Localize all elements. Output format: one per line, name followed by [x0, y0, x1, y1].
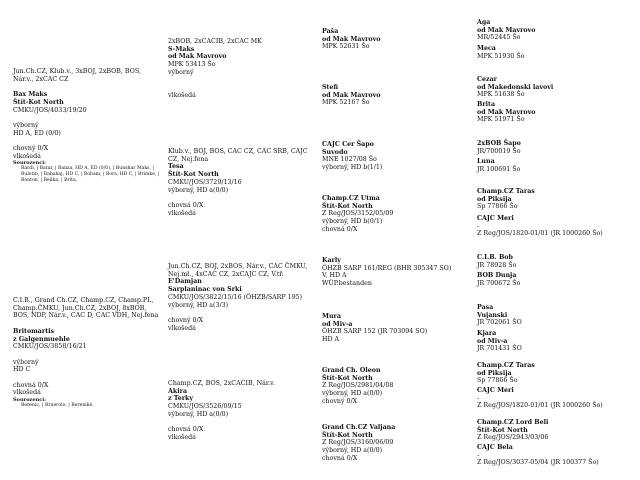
- gen4-11-reg: JR 702061 ŠO: [477, 319, 522, 327]
- gen3-3-name: CAJC Cer Šapo: [322, 141, 374, 148]
- gen4-card-14: [477, 387, 603, 410]
- gen2-4-color: vlkošedá: [168, 433, 196, 441]
- gen3-card-2: [322, 84, 381, 107]
- sire-titles: Jun.Ch.CZ, Klub.v., 3xBOJ, 2xBOB, BOS, Nár.v., 2xCAC CZ: [13, 68, 141, 83]
- gen4-4-name: Brita: [477, 101, 496, 108]
- gen4-card-12: [477, 330, 522, 353]
- sire-name: Bax Maks: [13, 91, 48, 99]
- gen2-2-kennel: Štít-Kot North: [168, 171, 219, 179]
- gen3-5-eval: V, HD A: [322, 272, 347, 280]
- gen2-3-titles-line1: Jun.Ch.CZ, BOJ, 2xBOS, Nár.v., CAC ČMKU,: [168, 263, 308, 270]
- gen4-10-reg: JR 700672 Šo: [477, 279, 521, 287]
- gen4-1-reg: MR/52445 Šo: [477, 34, 521, 42]
- gen4-1-kennel: od Mak Mavrovo: [477, 26, 536, 34]
- gen4-2-reg: MPK 51930 Šo: [477, 52, 525, 60]
- gen3-card-7: [322, 367, 393, 406]
- gen2-4-reg: CMKU/JOS/3526/09/15: [168, 403, 242, 411]
- gen2-2-color: vlkošedá: [168, 209, 196, 217]
- gen2-1-color: vlkošedá: [168, 91, 196, 99]
- gen3-6-name: Mura: [322, 313, 341, 320]
- gen3-2-reg: MPK 52167 Šo: [322, 99, 370, 107]
- gen4-card-5: [477, 140, 521, 155]
- gen4-13-name: Champ.CZ Taras: [477, 362, 535, 369]
- gen4-3-reg: MPK 51638 Šo: [477, 91, 525, 99]
- dam-siblings-label: Sourozenci:: [13, 397, 46, 404]
- gen4-9-reg: JR 78928 Šo: [477, 261, 517, 269]
- gen2-card-3: [168, 263, 307, 332]
- gen2-1-titles: 2xBOB, 2xCACIB, 2xCAC MK: [168, 38, 262, 45]
- dam-kennel: z Galgenmuehle: [13, 335, 70, 343]
- gen3-1-kennel: od Mak Mavrovo: [322, 35, 381, 43]
- gen2-3-breeding: chovný 0/X: [168, 316, 204, 324]
- gen3-7-reg: Z Reg/JOS/2981/04/08: [322, 382, 394, 390]
- gen3-2-kennel: od Mak Mavrovo: [322, 91, 381, 99]
- gen4-card-7: [477, 188, 535, 211]
- gen4-card-11: [477, 304, 522, 327]
- gen2-2-titles: Klub.v., BOJ, BOS, CAC CZ, CAC SRB, CAJC CZ, Nej.fena: [168, 148, 308, 163]
- gen3-card-4: [322, 195, 393, 234]
- gen2-3-kennel: Sarplaninac von Srki: [168, 286, 242, 294]
- gen2-card-1: [168, 38, 262, 100]
- gen4-8-kennel: -: [477, 222, 480, 230]
- gen2-3-titles-line2: Nej.mł., 4xCAC CZ, 2xCAJC CZ, V.tř.: [168, 270, 284, 278]
- dam-color: vlkošedá: [13, 389, 41, 397]
- gen3-card-6: [322, 313, 427, 344]
- gen3-3-reg: MNE 1027/08 Šo: [322, 156, 377, 164]
- gen2-4-breeding: chovná 0/X: [168, 426, 204, 434]
- sire-card: [13, 68, 163, 183]
- gen2-2-eval: výborný, HD a(0/0): [168, 186, 229, 194]
- gen4-11-kennel: Vujanski: [477, 311, 508, 319]
- gen4-12-kennel: od Miv-a: [477, 337, 508, 345]
- gen3-8-kennel: Štít-Kot North: [322, 431, 373, 439]
- gen4-6-name: Luna: [477, 158, 495, 165]
- gen4-card-6: [477, 158, 520, 173]
- gen3-4-reg: Z Reg/JOS/3152/05/09: [322, 210, 394, 218]
- gen4-12-name: Kjara: [477, 330, 497, 337]
- gen4-16-name: CAJC Bela: [477, 444, 513, 451]
- gen2-1-name: S-Maks: [168, 45, 195, 53]
- sire-siblings: Bardi, | Batar, | Banza, HD A, ED (0/0), | Bunshar Maks, | Bulotin, | Babakaj, HD C, | Boham, | Bors, HD C, | Brimke, | Bonton, | Beilka, | Brita,: [21, 166, 160, 183]
- gen4-card-16: [477, 444, 599, 467]
- gen2-2-breeding: chovná 0/X: [168, 201, 204, 209]
- gen4-4-reg: MPK 51971 Šo: [477, 116, 525, 124]
- gen3-3-kennel: Suvodo: [322, 148, 348, 156]
- dam-breeding: chovná 0/X: [13, 381, 49, 389]
- gen4-5-reg: JR/700019 Šo: [477, 147, 521, 155]
- gen3-7-breeding: chovný 0/X: [322, 397, 358, 405]
- gen3-6-kennel: od Miv-a: [322, 320, 353, 328]
- gen4-card-10: [477, 272, 520, 287]
- gen4-6-reg: JR 100691 Šo: [477, 165, 521, 173]
- gen4-16-kennel: -: [477, 451, 480, 459]
- gen4-11-name: Pasa: [477, 304, 494, 311]
- gen2-3-eval: výborný, HD a(3/3): [168, 301, 229, 309]
- gen2-3-name: E'Damjan: [168, 278, 202, 286]
- gen3-3-eval: výborný, HD b(1/1): [322, 164, 383, 172]
- gen3-8-eval: výborný, HD a(0/0): [322, 447, 383, 455]
- gen4-4-kennel: od Mak Mavrovo: [477, 108, 536, 116]
- gen3-6-reg: ÖHZB SARP 152 (JR 703094 SO): [322, 328, 428, 336]
- gen2-1-eval: výborný: [168, 68, 194, 76]
- gen3-card-1: [322, 28, 381, 51]
- gen3-card-3: [322, 141, 382, 172]
- gen3-7-eval: výborný, HD a(0/0): [322, 390, 383, 398]
- sire-breeding: chovný 0/X: [13, 144, 49, 152]
- gen4-7-kennel: od Piksija: [477, 195, 512, 203]
- gen4-card-9: [477, 254, 516, 269]
- gen4-card-8: [477, 215, 603, 238]
- gen3-card-5: [322, 257, 451, 288]
- gen4-card-2: [477, 45, 525, 60]
- gen2-1-kennel: od Mak Mavrovo: [168, 53, 227, 61]
- gen4-card-13: [477, 362, 535, 385]
- gen3-4-breeding: chovná 0/X: [322, 225, 358, 233]
- gen4-card-15: [477, 419, 548, 442]
- gen3-1-name: Paša: [322, 28, 339, 35]
- gen4-14-name: CAJC Meri: [477, 387, 514, 394]
- gen3-5-reg: ÖHZB SARP 161/REG (BHR 305347 SO): [322, 264, 452, 272]
- gen2-4-titles: Champ.CZ, BOS, 2xCACIB, Nár.v.: [168, 380, 275, 387]
- gen4-3-kennel: od Makedonski lavovi: [477, 83, 554, 91]
- gen3-4-name: Champ.CZ Utma: [322, 195, 380, 202]
- gen3-4-kennel: Štít-Kot North: [322, 202, 373, 210]
- gen4-7-name: Champ.CZ Taras: [477, 188, 535, 195]
- gen4-7-reg: Sp 77866 Šo: [477, 203, 518, 211]
- gen4-8-name: CAJC Meri: [477, 215, 514, 222]
- gen3-8-name: Grand Ch.CZ Valjana: [322, 424, 396, 431]
- gen2-card-2: [168, 148, 308, 217]
- gen2-card-4: [168, 380, 275, 442]
- gen2-3-reg: CMKU/JOS/3822/15/16 (ÖHZB/SARP 195): [168, 293, 303, 301]
- gen4-13-kennel: od Piksija: [477, 369, 512, 377]
- gen4-card-3: [477, 76, 553, 99]
- gen4-13-reg: Sp 77866 Šo: [477, 377, 518, 385]
- sire-hd: HD A, ED (0/0): [13, 129, 61, 137]
- gen3-5-name: Karly: [322, 257, 341, 264]
- gen2-4-eval: výborný, HD a(0/0): [168, 410, 229, 418]
- gen4-2-name: Meca: [477, 45, 496, 52]
- dam-eval: výborný: [13, 358, 39, 366]
- gen3-4-eval: výborný, HD b(0/1): [322, 218, 383, 226]
- gen2-3-color: vlkošedá: [168, 324, 196, 332]
- gen4-12-reg: JR 701431 ŠO: [477, 345, 522, 353]
- gen4-card-1: [477, 19, 536, 42]
- gen3-1-reg: MPK 52631 Šo: [322, 43, 370, 51]
- gen4-8-reg: Z Reg/JOS/1820-01/01 (JR 1000260 Šo): [477, 230, 603, 238]
- sire-siblings-label: Sourozenci:: [13, 160, 46, 167]
- gen2-4-name: Akira: [168, 387, 188, 395]
- gen3-7-kennel: Štít-Kot North: [322, 374, 373, 382]
- gen4-14-kennel: -: [477, 394, 480, 402]
- gen4-10-name: BOB Dunja: [477, 272, 517, 279]
- gen4-15-name: Champ.CZ Lord Beli: [477, 419, 549, 426]
- gen3-8-reg: Z Reg/JOS/3160/06/09: [322, 439, 394, 447]
- gen3-7-name: Grand Ch. Oleon: [322, 367, 381, 374]
- gen3-2-name: Stefi: [322, 84, 339, 91]
- gen4-1-name: Aga: [477, 19, 491, 26]
- gen2-1-reg: MPK 53413 Šo: [168, 61, 216, 69]
- sire-color: vlkošedá: [13, 152, 41, 160]
- dam-siblings: Bereniс, | Bruerolo, | Berenikë,: [21, 403, 94, 409]
- gen3-6-eval: HD A: [322, 336, 340, 344]
- dam-hd: HD C: [13, 366, 31, 374]
- gen4-3-name: Cezar: [477, 76, 497, 83]
- dam-name: Britomartis: [13, 327, 55, 335]
- gen4-5-name: 2xBOB Šapo: [477, 140, 521, 147]
- gen2-4-kennel: z Terky: [168, 395, 194, 403]
- sire-eval: výborný: [13, 121, 39, 129]
- gen2-2-name: Tesa: [168, 163, 184, 171]
- gen4-16-reg: Z Reg/JOS/3037-05/04 (JR 100377 Šo): [477, 459, 599, 467]
- gen3-card-8: [322, 424, 395, 463]
- gen3-5-extra: WÜP.bestanden: [322, 280, 372, 288]
- sire-reg: CMKU/JOS/4033/19/20: [13, 106, 87, 114]
- dam-card: [13, 297, 163, 409]
- gen4-15-reg: Z Reg/JOS/2943/03/06: [477, 434, 549, 442]
- dam-titles: C.I.B., Grand Ch.CZ, Champ.CZ, Champ.PL, Champ.ČMKU, Jun.Ch.CZ, 2xBOJ, 8xBOB, BOS, NDP, Nár.v., CAC D, CAC VDH, Nej.fena: [13, 297, 159, 320]
- gen4-9-name: C.I.B. Bob: [477, 254, 513, 261]
- gen4-card-4: [477, 101, 536, 124]
- gen4-14-reg: Z Reg/JOS/1820-01/01 (JR 1000260 Šo): [477, 402, 603, 410]
- gen4-15-kennel: Štít-Kot North: [477, 426, 528, 434]
- sire-kennel: Štít-Kot North: [13, 98, 64, 106]
- gen3-8-breeding: chovná 0/X: [322, 454, 358, 462]
- gen2-2-reg: CMKU/JOS/3729/13/16: [168, 178, 242, 186]
- dam-reg: CMKU/JOS/3858/16/21: [13, 343, 87, 351]
